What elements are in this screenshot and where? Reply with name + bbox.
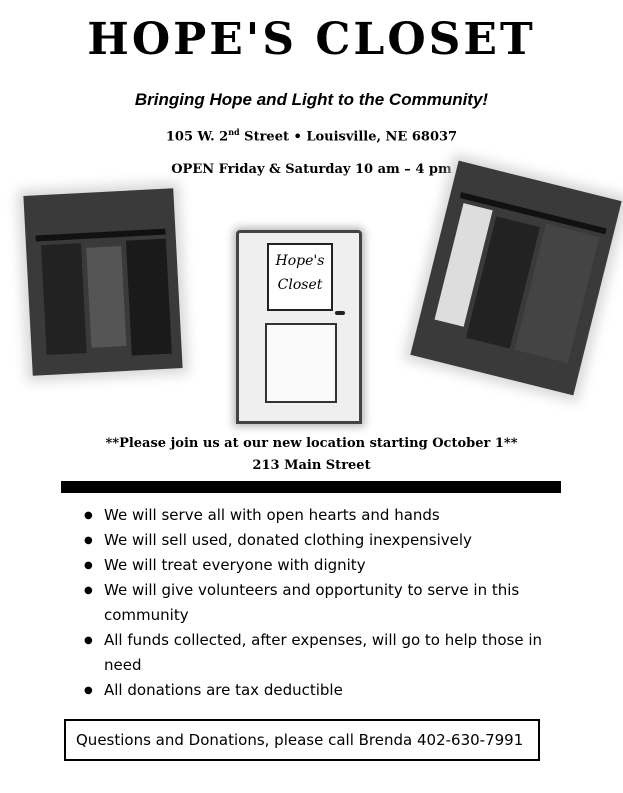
list-item: ● All donations are tax deductible (78, 678, 558, 703)
divider (61, 481, 561, 493)
store-hours: OPEN Friday & Saturday 10 am – 4 pm (171, 162, 452, 177)
store-interior-photo-left (23, 188, 182, 376)
announcement-line: **Please join us at our new location starting October 1** (105, 436, 518, 451)
list-item: ● We will sell used, donated clothing inexpensively (78, 528, 558, 553)
store-interior-photo-right (410, 161, 621, 396)
list-item: ● All funds collected, after expenses, will go to help those in need (78, 628, 558, 678)
door-photo (236, 230, 362, 424)
door-window (265, 323, 337, 403)
new-address: 213 Main Street (252, 458, 371, 473)
address (0, 127, 623, 144)
hanging-clothes (41, 243, 87, 355)
address-city: Street • Louisville, NE 68037 (239, 129, 458, 145)
list-item: ● We will give volunteers and opportunity to serve in this community (78, 578, 558, 628)
hanging-clothes (86, 246, 126, 348)
announcement (0, 433, 623, 477)
list-item: ● We will treat everyone with dignity (78, 553, 558, 578)
benefits-list (78, 503, 558, 703)
door-sign-line: Closet (277, 277, 323, 293)
door-sign (267, 243, 333, 311)
address-street: 105 W. 2 (165, 129, 229, 145)
hanging-clothes (126, 239, 172, 356)
page-title: HOPE'S CLOSET (87, 14, 536, 65)
door-handle (335, 311, 345, 315)
contact-box: Questions and Donations, please call Brenda 402-630-7991 (64, 719, 540, 761)
tagline: Bringing Hope and Light to the Community! (134, 90, 489, 109)
door-sign-line: Hope's (275, 253, 325, 269)
list-item: ● We will serve all with open hearts and hands (78, 503, 558, 528)
address-ordinal: nd (228, 127, 240, 137)
